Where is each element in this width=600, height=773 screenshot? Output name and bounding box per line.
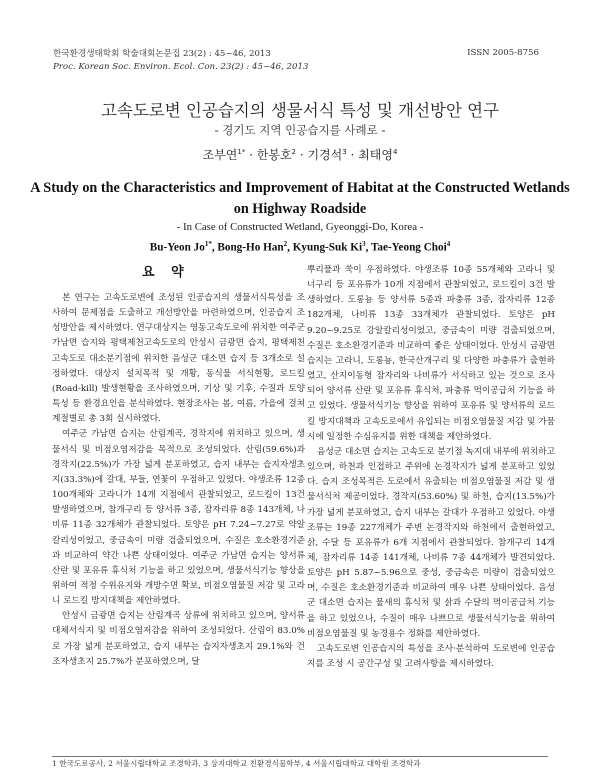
abstract-heading: 요 약 xyxy=(142,265,190,280)
abstract-right-column xyxy=(307,263,555,773)
issn: ISSN 2005-8756 xyxy=(467,48,539,58)
journal-name-english: Proc. Korean Soc. Environ. Ecol. Con. 23(2) : 45~46, 2013 xyxy=(53,62,309,72)
author-name: Bu-Yeon Jo xyxy=(149,241,205,254)
abstract-paragraph: 음성군 대소면 습지는 고속도로 분기점 녹지대 내부에 위치하고 있으며, 하천과 인접하고 주위에 논경작지가 넓게 분포하고 있었다. 습지 조성목적은 도로에서 유출되는 비점오염물질 저감 및 생물서식처 제공이었다. 경작지(53.60%) 및 하천, 습지(13.5%)가 가장 넓게 분포하였고, 습지 내부는 갈대가 우점하고 있었다. 야생조류는 19종 227개체가 주변 논경작지와 하천에서 출현하였고, 삵, 수달 등 포유류가 6개 지점에서 관찰되었다. 참개구리 14개체, 잠자리류 14종 141개체, 나비류 7종 44개체가 발견되었다. 토양은 pH 5.87~5.96으로 중성, 중금속은 미량이 검출되었으며, 수질은 호소환경기준과 비교하여 매우 나쁜 상태이었다. 음성군 대소면 습지는 물새의 휴식처 및 삵과 수달의 먹이공급처 기능을 하고 있었으나, 수질이 매우 나쁘므로 생물서식기능을 위하여 비점오염물질 및 농경용수 정화를 제안하였다. xyxy=(307,446,555,639)
affiliation-footnote: 1 한국도로공사, 2 서울시립대학교 조경학과, 3 상지대학교 친환경식물학부, 4 서울시립대학교 대학원 조경학과 xyxy=(52,759,421,768)
author-name: 한봉호 xyxy=(256,148,292,162)
paper-subtitle-korean: - 경기도 지역 인공습지를 사례로 - xyxy=(214,123,386,137)
author-affiliation-mark: 4 xyxy=(446,240,451,248)
paper-title-english-line2: on Highway Roadside xyxy=(233,201,367,217)
journal-header xyxy=(53,48,308,74)
paper-title-english-line1: A Study on the Characteristics and Improvement of Habitat at the Constructed Wetlands xyxy=(30,180,570,196)
paper-title-english xyxy=(20,178,580,220)
author-name: 조부연 xyxy=(202,148,238,162)
author-affiliation-mark: 4 xyxy=(392,148,398,156)
author-separator: , xyxy=(211,241,218,254)
author-name: 최태영 xyxy=(358,148,393,162)
author-separator: · xyxy=(296,148,308,162)
paper-title-korean: 고속도로변 인공습지의 생물서식 특성 및 개선방안 연구 xyxy=(100,101,500,120)
abstract-left-column xyxy=(52,291,305,772)
footnote-divider xyxy=(52,756,548,757)
author-affiliation-mark: 2 xyxy=(283,240,288,248)
abstract-paragraph: 고속도로변 인공습지의 특성을 조사·분석하여 도로변에 인공습지를 조성 시 공간구성 및 고려사항을 제시하였다. xyxy=(307,643,555,670)
author-list-english xyxy=(0,240,600,254)
author-name: Tae-Yeong Choi xyxy=(370,241,447,254)
abstract-paragraph: 여주군 가남면 습지는 산림계곡, 경작지에 위치하고 있으며, 생물서식 및 비점오염저감을 목적으로 조성되었다. 산림(59.6%)과 경작지(22.5%)가 가장 넓게 분포하였고, 습지 내부는 습지자생초지(33.3%)에 갈대, 부들, 연꽃이 우점하고 있었다. 야생조류 12종 100개체와 고라니가 14개 지점에서 관찰되었고, 로드킬이 13건 발생하였으며, 참개구리 등 양서류 3종, 잠자리류 8종 143개체, 나비류 11종 32개체가 관찰되었다. 토양은 pH 7.24~7.27로 약알칼리성이었고, 중금속이 미량 검출되었으며, 수질은 호소환경기준과 비교하여 약간 나쁜 상태이었다. 여주군 가남면 습지는 양서류 산란 및 포유류 휴식처 기능을 하고 있었으며, 생물서식기능 향상을 위하여 적정 수위유지와 개방수면 확보, 비점오염물질 저감 및 고라니 로드킬 방지대책을 제안하였다. xyxy=(52,429,305,607)
author-name: Bong-Ho Han xyxy=(217,241,284,254)
author-affiliation-mark: 1* xyxy=(204,240,212,248)
author-list-korean xyxy=(0,146,600,163)
author-affiliation-mark: 3 xyxy=(342,148,347,156)
author-separator: · xyxy=(245,148,257,162)
author-separator: , xyxy=(287,241,293,254)
author-name: Kyung-Suk Ki xyxy=(292,241,363,254)
journal-name-korean: 한국환경생태학회 학술대회논문집 23(2) : 45~46, 2013 xyxy=(53,49,271,59)
author-affiliation-mark: 1* xyxy=(237,148,246,156)
author-separator: , xyxy=(365,241,371,254)
abstract-paragraph: 본 연구는 고속도로변에 조성된 인공습지의 생물서식특성을 조사하여 문제점을 도출하고 개선방안을 마련하였으며, 인공습지 조성방안을 제시하였다. 연구대상지는 영동고속도로에 위치한 여주군 가남면 습지와 평택제천고속도로의 안성시 금광면 습지, 평택제천고속도로 대소분기점에 위치한 음성군 대소면 습지 등 3개소로 설정하였다. 대상지 설치목적 및 개황, 동식물 서식현황, 로드킬(Road-kill) 발생현황을 조사하였으며, 기상 및 기후, 수질과 토양특성 등 환경요인을 분석하였다. 현장조사는 봄, 여름, 가을에 걸쳐 계절별로 총 3회 실시하였다. xyxy=(52,293,305,425)
abstract-paragraph: 뿌리풀과 쑥이 우점하였다. 야생조류 10종 55개체와 고라니 및 너구리 등 포유류가 10개 지점에서 관찰되었고, 로드킬이 3건 발생하였다. 도롱뇽 등 양서류 5종과 파충류 3종, 잠자리류 12종 182개체, 나비류 13종 33개체가 관찰되었다. 토양은 pH 9.20~9.25로 강알칼리성이었고, 중금속이 미량 검출되었으며, 수질은 호소환경기준과 비교하여 좋은 상태이었다. 안성시 금광면 습지는 고라니, 도롱뇽, 한국산개구리 및 다양한 파충류가 출현하였고, 산지이동형 잠자리와 나비류가 서식하고 있는 것으로 조사되어 양서류 산란 및 포유류 휴식처, 파충류 먹이공급처 기능을 하고 있었다. 생물서식기능 향상을 위하여 포유류 및 양서류의 로드킬 방지대책과 고속도로에서 유입되는 비점오염물질 저감 및 가뭄 시에 일정한 수심유지를 위한 대책을 제안하였다. xyxy=(307,265,555,442)
abstract-paragraph: 안성시 금광면 습지는 산림계곡 상류에 위치하고 있으며, 양서류 대체서식지 및 비점오염저감을 위하여 조성되었다. 산림이 83.0%로 가장 넓게 분포하였고, 습지 내부는 습지자생초지 29.1%와 건조자생초지 25.7%가 분포하였으며, 달 xyxy=(52,611,305,667)
author-name: 기경석 xyxy=(307,148,343,162)
author-affiliation-mark: 2 xyxy=(291,148,297,156)
paper-subtitle-english: - In Case of Constructed Wetland, Gyeonggi-Do, Korea - xyxy=(176,221,424,233)
author-separator: · xyxy=(346,148,359,162)
author-affiliation-mark: 3 xyxy=(362,240,366,248)
